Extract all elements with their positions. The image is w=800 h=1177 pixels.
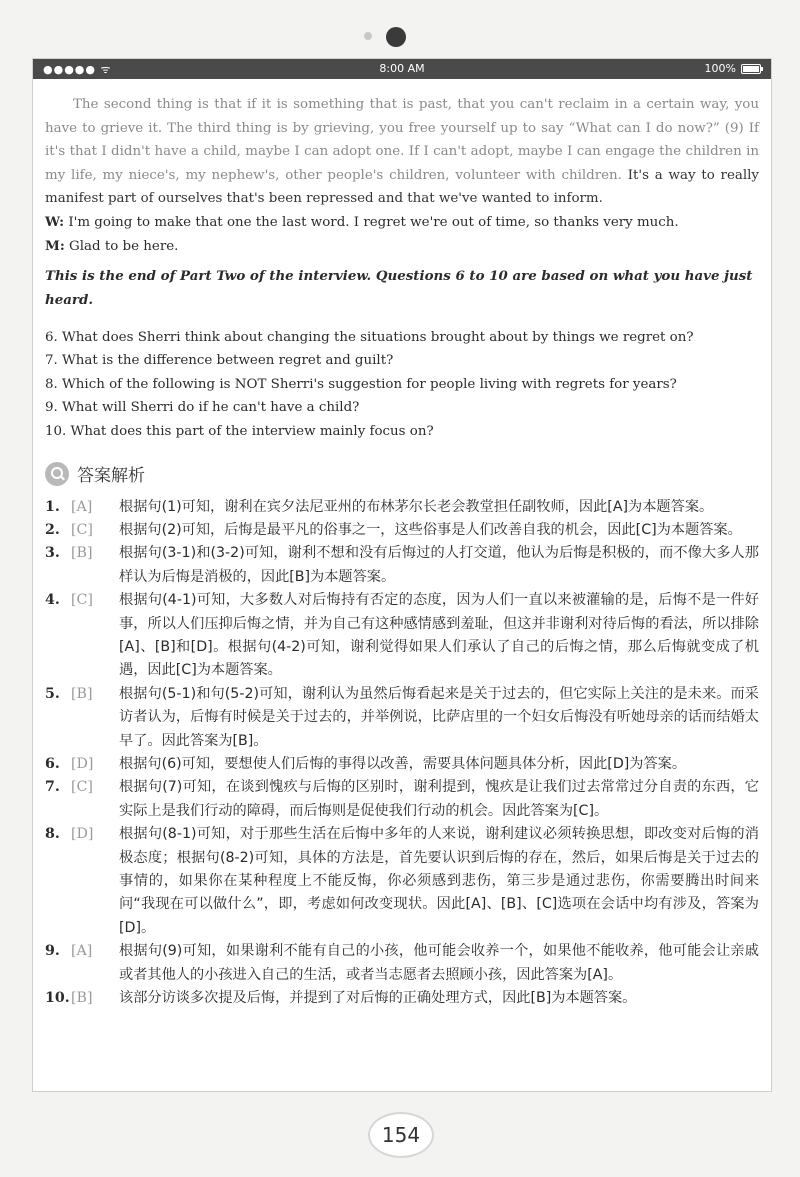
answer-number: 1. xyxy=(45,498,60,515)
answer-key: [C] xyxy=(71,779,93,796)
tablet-screen xyxy=(32,58,772,1092)
answer-key: [C] xyxy=(71,521,93,538)
question-item: 7. What is the difference between regret and guilt? xyxy=(45,353,394,369)
answers-title: 答案解析 xyxy=(77,466,145,487)
dialogue-text: I'm going to make that one the last word. I regret we're out of time, so thanks very much. xyxy=(68,214,679,230)
answer-explanation: 根据句(9)可知，如果谢利不能有自己的小孩，他可能会收养一个，如果他不能收养，他可能会让亲戚或者其他人的小孩进入自己的生活，或者当志愿者去照顾小孩，因此答案为[A]。 xyxy=(119,943,759,983)
dialogue-line xyxy=(45,235,759,259)
dialogue-text: Glad to be here. xyxy=(69,238,179,254)
answer-number: 9. xyxy=(45,943,60,960)
transcript-paragraph-faded: The second thing is that if it is something that is past, that you can't reclaim in a certain way, you have to grieve it. The third thing is by grieving, you free yourself up to say “What can I do now?” (9) If it's that I didn't have a child, maybe I can adopt one. If I can't adopt, maybe I can engage the children in my life, my niece's, my nephew's, other people's children, volunteer with children. xyxy=(45,97,759,183)
status-time: 8:00 AM xyxy=(379,62,425,75)
magnifier-icon xyxy=(45,462,69,486)
answer-explanation: 根据句(4-1)可知，大多数人对后悔持有否定的态度，因为人们一直以来被灌输的是，后悔不是一件好事，所以人们压抑后悔之情，并为自己有这种感情感到羞耻，但这并非谢利对待后悔的看法，所以排除[A]、[B]和[D]。根据句(4-2)可知，谢利觉得如果人们承认了自己的后悔之情，那么后悔就变成了机遇，因此[C]为本题答案。 xyxy=(119,592,759,679)
signal-icon: ●●●●● ᯤ xyxy=(43,63,112,76)
answer-item xyxy=(45,683,759,753)
answer-number: 4. xyxy=(45,592,60,609)
answer-key: [A] xyxy=(71,943,93,960)
transcript-paragraph xyxy=(45,93,759,211)
answer-item xyxy=(45,940,759,987)
answer-number: 2. xyxy=(45,521,60,538)
answer-explanation: 根据句(7)可知，在谈到愧疚与后悔的区别时，谢利提到，愧疚是让我们过去常常过分自责的东西，它实际上是我们行动的障碍，而后悔则是促使我们行动的机会。因此答案为[C]。 xyxy=(119,779,759,819)
answer-item xyxy=(45,542,759,589)
answer-item xyxy=(45,776,759,823)
answer-number: 3. xyxy=(45,545,60,562)
answer-explanation: 根据句(6)可知，要想使人们后悔的事得以改善，需要具体问题具体分析，因此[D]为答案。 xyxy=(119,755,687,772)
answer-explanation: 根据句(1)可知，谢利在宾夕法尼亚州的布林茅尔长老会教堂担任副牧师，因此[A]为本题答案。 xyxy=(119,498,714,515)
instruction-text: This is the end of Part Two of the interview. Questions 6 to 10 are based on what you have just heard. xyxy=(45,268,753,309)
answer-key: [D] xyxy=(71,826,94,843)
status-bar xyxy=(33,59,771,79)
answer-key: [D] xyxy=(71,755,94,772)
camera-dot-icon xyxy=(364,32,372,40)
question-item: 9. What will Sherri do if he can't have a child? xyxy=(45,400,360,416)
answer-explanation: 根据句(8-1)可知，对于那些生活在后悔中多年的人来说，谢利建议必须转换思想，即改变对后悔的消极态度；根据句(8-2)可知，具体的方法是，首先要认识到后悔的存在，然后，如果后悔是关于过去的事情的，如果你在某种程度上不能反悔，你必须感到悲伤，第三步是通过悲伤，你需要腾出时间来问“我现在可以做什么”，即，考虑如何改变现状。因此[A]、[B]、[C]选项在会话中均有涉及，答案为[D]。 xyxy=(119,826,759,936)
answer-number: 10. xyxy=(45,990,70,1007)
question-item: 8. Which of the following is NOT Sherri's suggestion for people living with regrets for years? xyxy=(45,376,677,392)
page-content xyxy=(45,93,759,1010)
answer-explanation: 该部分访谈多次提及后悔，并提到了对后悔的正确处理方式，因此[B]为本题答案。 xyxy=(119,990,637,1007)
answer-key: [A] xyxy=(71,498,93,515)
answer-explanation: 根据句(2)可知，后悔是最平凡的俗事之一，这些俗事是人们改善自我的机会，因此[C]为本题答案。 xyxy=(119,521,742,538)
answer-number: 8. xyxy=(45,826,60,843)
speaker-label: M: xyxy=(45,237,65,254)
answer-key: [B] xyxy=(71,990,93,1007)
page-number: 154 xyxy=(368,1112,434,1158)
answer-explanation: 根据句(3-1)和(3-2)可知，谢利不想和没有后悔过的人打交道，他认为后悔是积极的，而不像大多人那样认为后悔是消极的，因此[B]为本题答案。 xyxy=(119,545,759,585)
battery-status xyxy=(705,62,761,75)
speaker-label: W: xyxy=(45,213,65,230)
answer-explanation: 根据句(5-1)和句(5-2)可知，谢利认为虽然后悔看起来是关于过去的，但它实际上关注的是未来。而采访者认为，后悔有时候是关于过去的，并举例说，比萨店里的一个妇女后悔没有听她母亲的话而结婚太早了。因此答案为[B]。 xyxy=(119,685,759,749)
answer-key: [B] xyxy=(71,685,93,702)
answer-item xyxy=(45,519,759,542)
question-item: 6. What does Sherri think about changing the situations brought about by things we regret on? xyxy=(45,329,694,345)
answer-item xyxy=(45,987,759,1010)
answer-key: [B] xyxy=(71,545,93,562)
answer-item xyxy=(45,496,759,519)
camera-lens-icon xyxy=(386,27,406,47)
answer-item xyxy=(45,753,759,776)
question-list xyxy=(45,326,759,444)
answer-number: 5. xyxy=(45,685,60,702)
question-item: 10. What does this part of the interview mainly focus on? xyxy=(45,423,434,439)
battery-icon xyxy=(741,64,761,74)
answer-key: [C] xyxy=(71,592,93,609)
battery-percent: 100% xyxy=(704,62,736,75)
answer-item xyxy=(45,823,759,940)
transcript-paragraph-end: It's a way to really manifest part of ourselves that's been repressed and that we've wanted to inform. xyxy=(45,167,759,207)
dialogue-line xyxy=(45,211,759,235)
answer-number: 6. xyxy=(45,755,60,772)
answers-header xyxy=(45,460,759,488)
answer-item xyxy=(45,589,759,683)
answer-list xyxy=(45,496,759,1011)
answer-number: 7. xyxy=(45,779,60,796)
